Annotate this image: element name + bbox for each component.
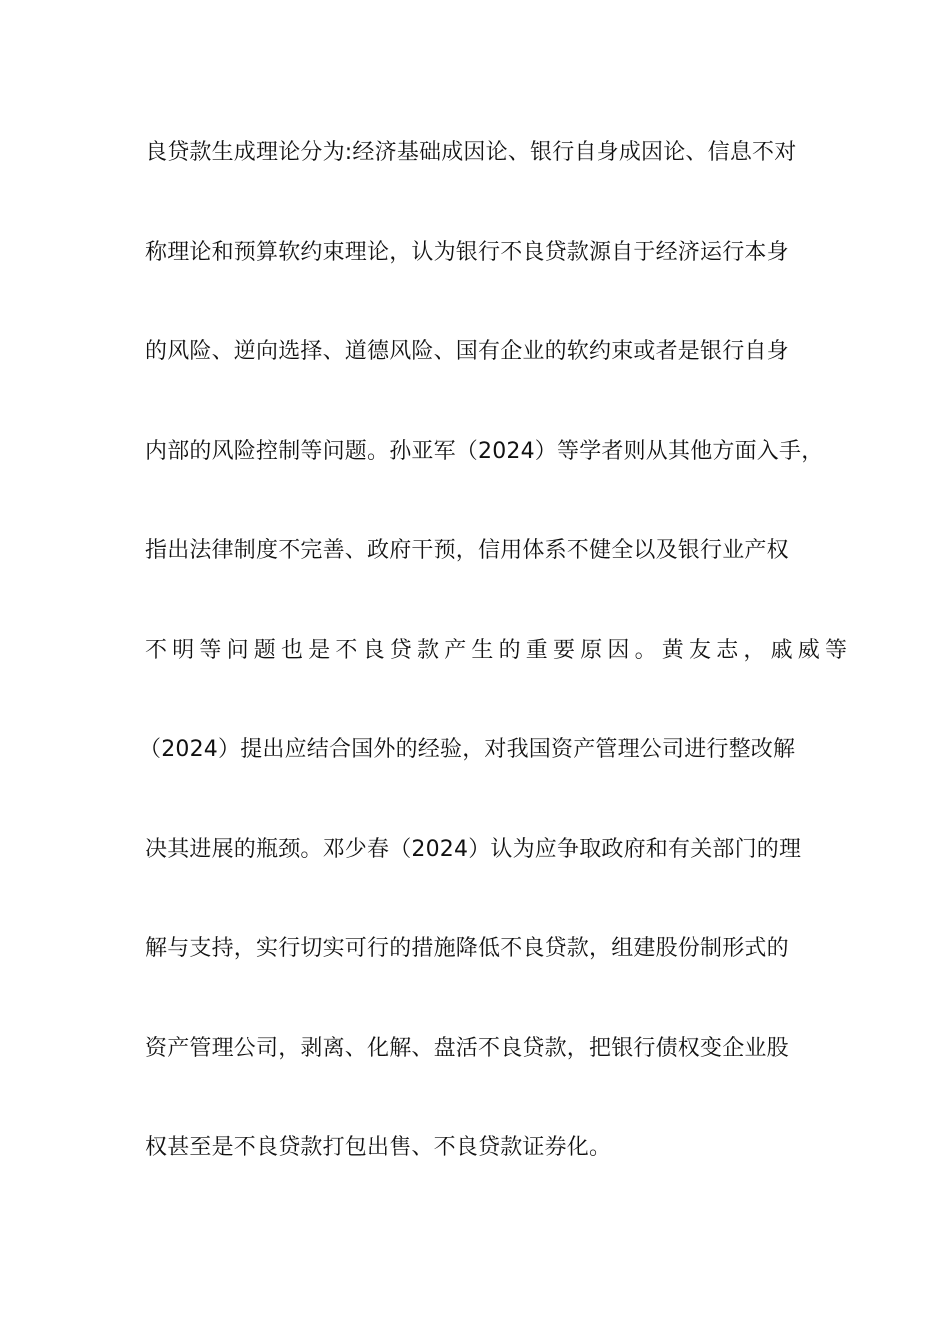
text-line-11: 权甚至是不良贷款打包出售、不良贷款证券化。 xyxy=(145,1135,612,1160)
text-line-5: 指出法律制度不完善、政府干预，信用体系不健全以及银行业产权 xyxy=(145,538,789,563)
text-line-3: 的风险、逆向选择、道德风险、国有企业的软约束或者是银行自身 xyxy=(145,339,789,364)
text-line-10: 资产管理公司，剥离、化解、盘活不良贷款，把银行债权变企业股 xyxy=(145,1035,789,1061)
text-line-6: 不明等问题也是不良贷款产生的重要原因。黄友志，戚威等 xyxy=(145,637,853,663)
text-line-4: 内部的风险控制等问题。孙亚军（2024）等学者则从其他方面入手， xyxy=(145,438,824,464)
text-line-8: 决其进展的瓶颈。邓少春（2024）认为应争取政府和有关部门的理 xyxy=(145,836,802,862)
text-line-7: （2024）提出应结合国外的经验，对我国资产管理公司进行整改解 xyxy=(139,737,796,762)
text-line-2: 称理论和预算软约束理论，认为银行不良贷款源自于经济运行本身 xyxy=(145,239,789,265)
body-paragraph xyxy=(139,128,853,1223)
text-line-9: 解与支持，实行切实可行的措施降低不良贷款，组建股份制形式的 xyxy=(145,936,789,961)
text-line-1: 良贷款生成理论分为:经济基础成因论、银行自身成因论、信息不对 xyxy=(145,140,797,165)
